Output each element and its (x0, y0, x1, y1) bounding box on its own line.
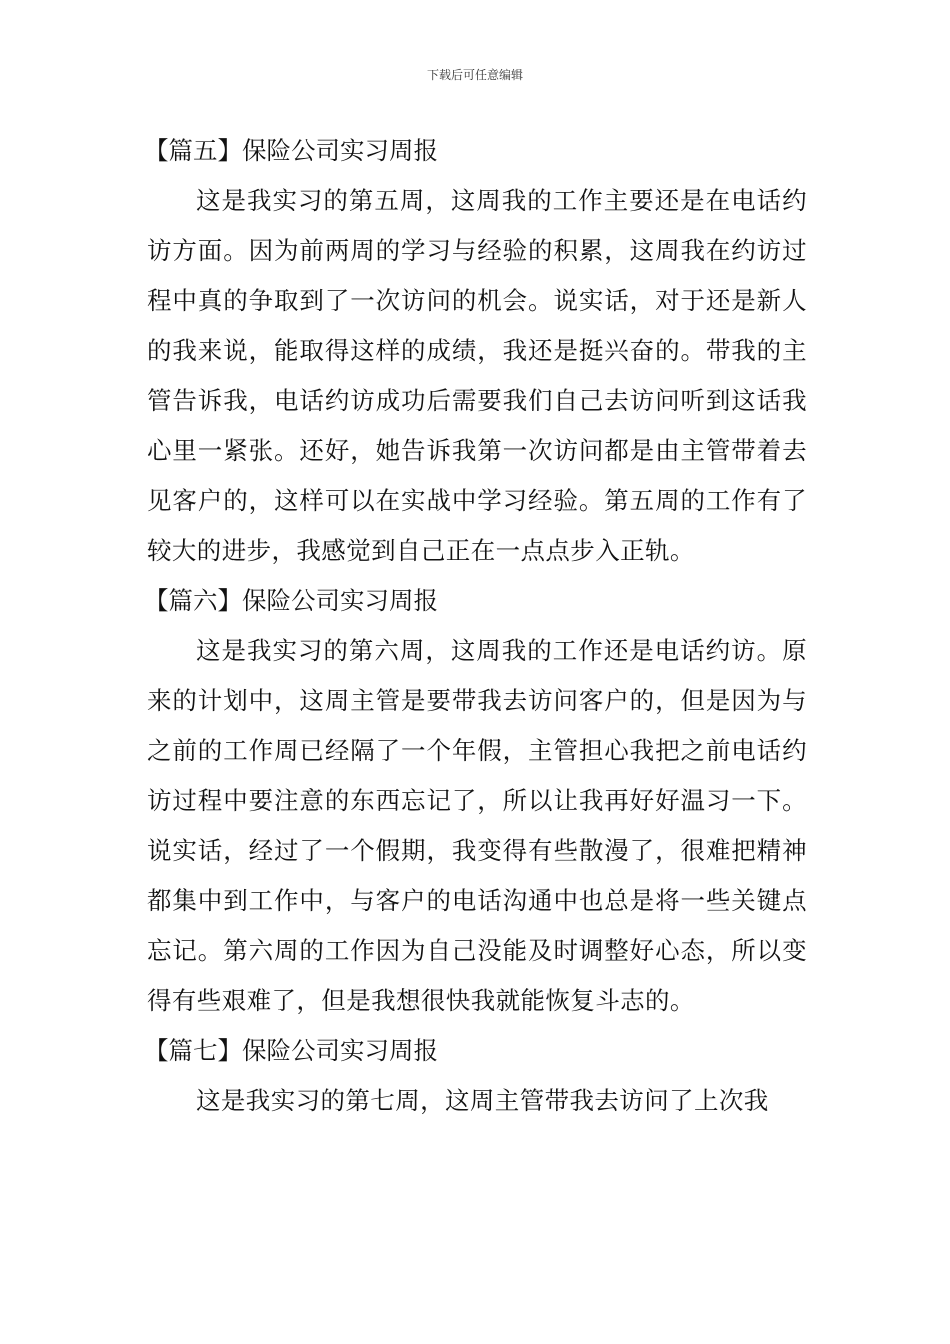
section-paragraph: 这是我实习的第六周，这周我的工作还是电话约访。原来的计划中，这周主管是要带我去访问客户的，但是因为与之前的工作周已经隔了一个年假，主管担心我把之前电话约访过程中要注意的东西忘记了，所以让我再好好温习一下。说实话，经过了一个假期，我变得有些散漫了，很难把精神都集中到工作中，与客户的电话沟通中也总是将一些关键点忘记。第六周的工作因为自己没能及时调整好心态，所以变得有些艰难了，但是我想很快我就能恢复斗志的。 (147, 636, 807, 1015)
section-heading: 【篇五】保险公司实习周报 (144, 136, 438, 165)
section-6 (144, 576, 807, 1026)
section-paragraph: 这是我实习的第七周，这周主管带我去访问了上次我 (196, 1086, 769, 1115)
section-heading: 【篇七】保险公司实习周报 (144, 1036, 438, 1065)
section-7 (144, 1026, 807, 1126)
header-note: 下载后可任意编辑 (426, 68, 523, 82)
document-body (144, 126, 807, 1126)
section-heading: 【篇六】保险公司实习周报 (144, 586, 438, 615)
section-5 (144, 126, 807, 576)
section-paragraph: 这是我实习的第五周，这周我的工作主要还是在电话约访方面。因为前两周的学习与经验的积累，这周我在约访过程中真的争取到了一次访问的机会。说实话，对于还是新人的我来说，能取得这样的成绩，我还是挺兴奋的。带我的主管告诉我，电话约访成功后需要我们自己去访问听到这话我心里一紧张。还好，她告诉我第一次访问都是由主管带着去见客户的，这样可以在实战中学习经验。第五周的工作有了较大的进步，我感觉到自己正在一点点步入正轨。 (147, 186, 807, 565)
